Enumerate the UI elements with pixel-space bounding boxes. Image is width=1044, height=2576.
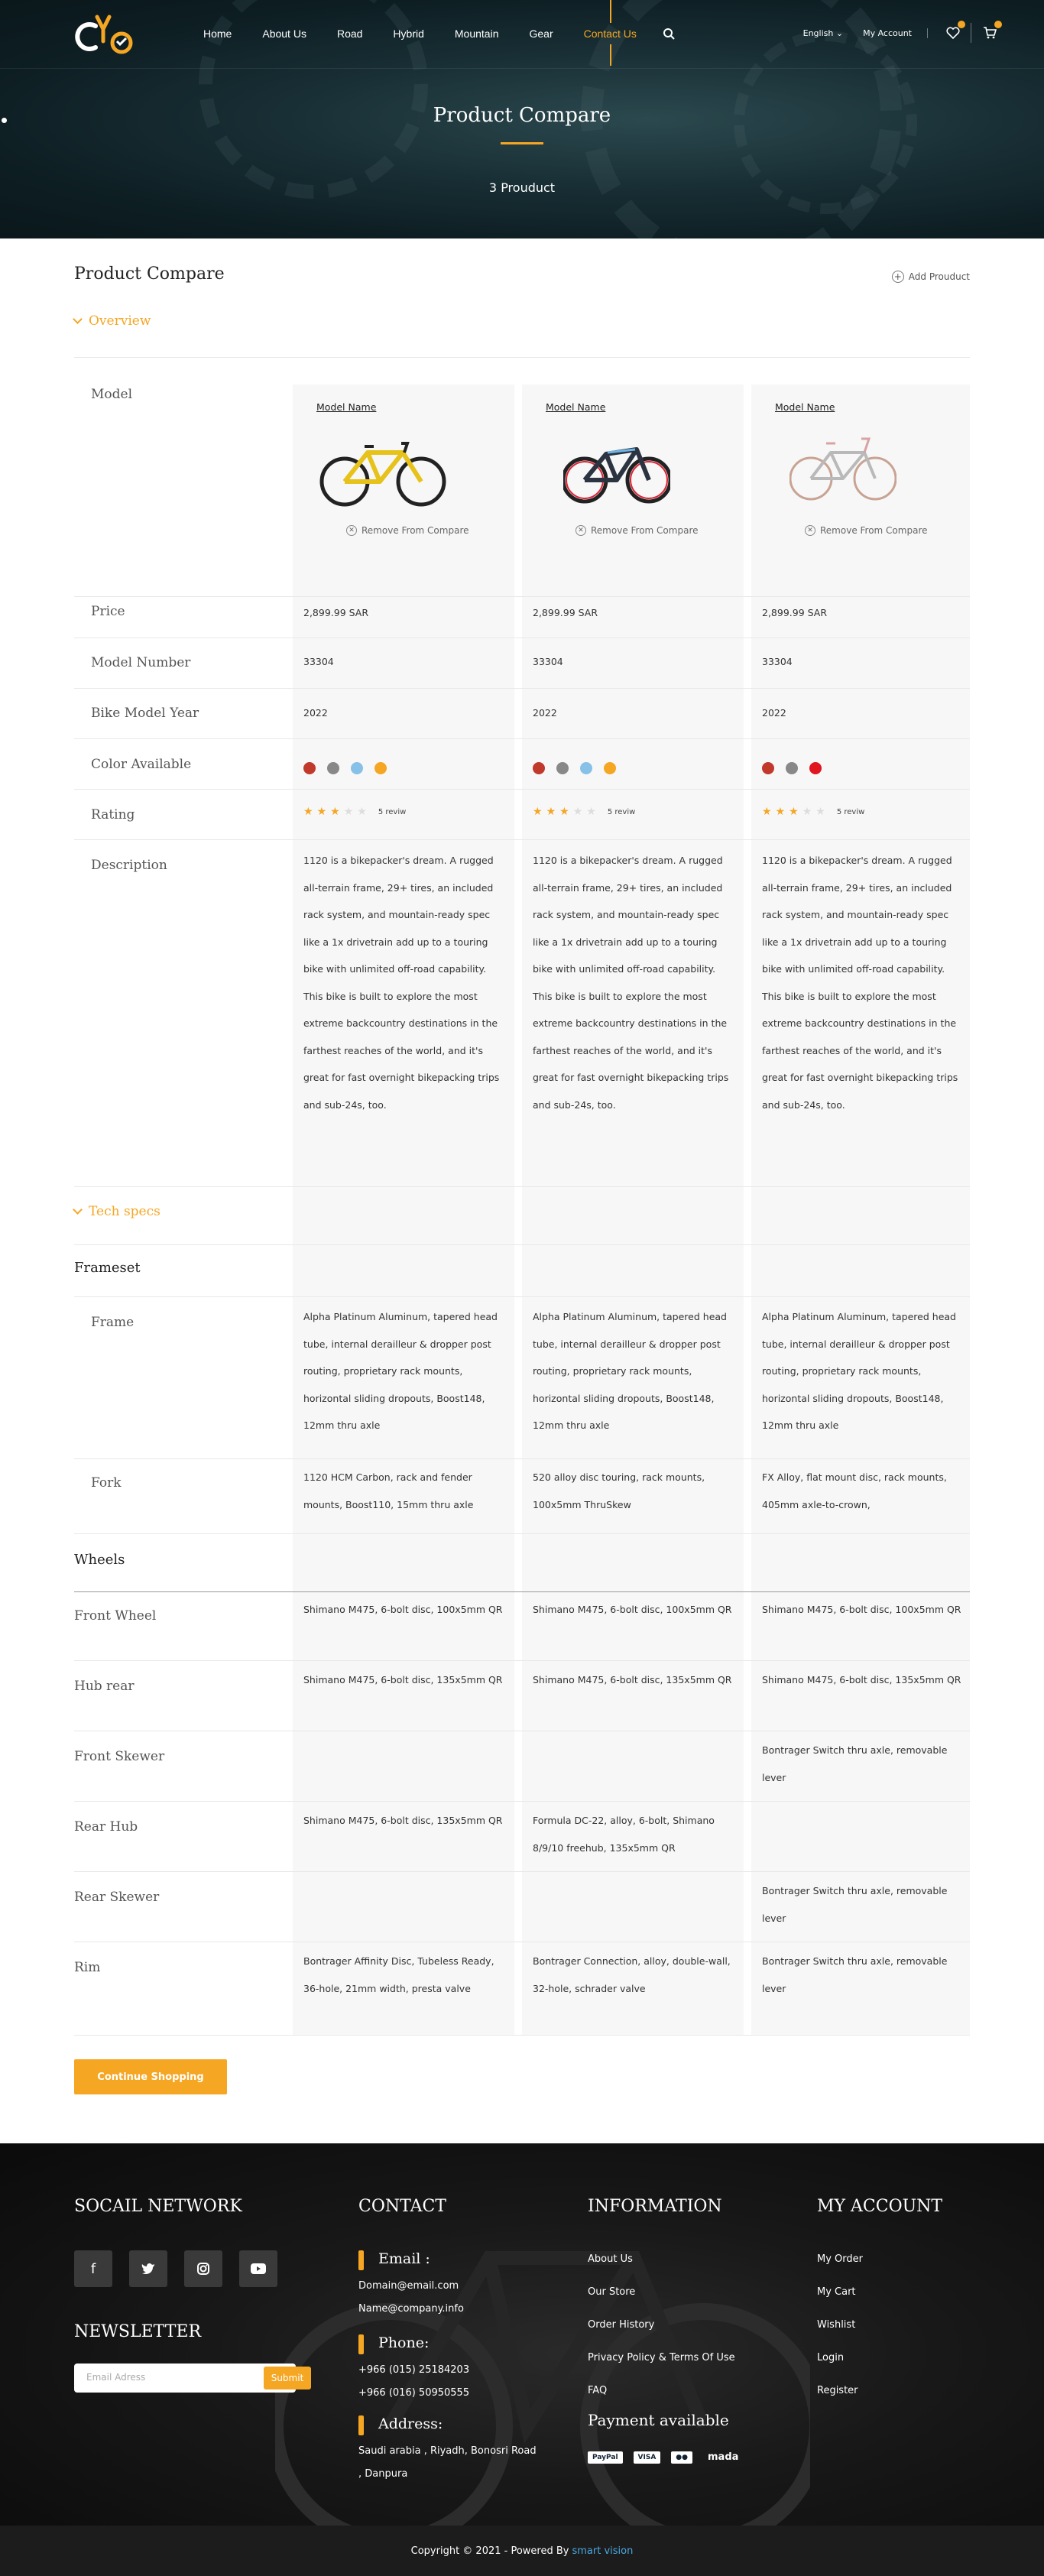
- wheels-heading: Wheels: [74, 1552, 125, 1568]
- product-2-color-swatches: [533, 762, 616, 774]
- product-3-rear-skewer: Bontrager Switch thru axle, removable lever: [762, 1885, 948, 1924]
- powered-by-link[interactable]: smart vision: [572, 2545, 634, 2557]
- product-1-rim: Bontrager Affinity Disc, Tubeless Ready, 36-hole, 21mm width, presta valve: [303, 1955, 494, 1994]
- info-link-privacy[interactable]: Privacy Policy & Terms Of Use: [588, 2352, 735, 2363]
- mada-icon: mada: [708, 2451, 739, 2463]
- cart-badge: [994, 21, 1002, 28]
- hero-title: Product Compare: [433, 104, 611, 127]
- row-label-model-number: Model Number: [91, 655, 191, 670]
- row-label-rear-skewer: Rear Skewer: [74, 1890, 160, 1905]
- address-text: Saudi arabia , Riyadh, Bonosri Road , Danpura: [358, 2445, 537, 2480]
- tech-specs-toggle[interactable]: Tech specs: [74, 1204, 160, 1219]
- star-icon: ★: [316, 806, 327, 818]
- product-1-hub-rear: Shimano M475, 6-bolt disc, 135x5mm QR: [303, 1674, 503, 1685]
- product-3-front-wheel: Shimano M475, 6-bolt disc, 100x5mm QR: [762, 1604, 961, 1615]
- phone-2[interactable]: +966 (016) 50950555: [358, 2387, 470, 2399]
- nav-gear[interactable]: Gear: [529, 28, 553, 40]
- star-icon: ★: [586, 806, 596, 818]
- row-label-rim: Rim: [74, 1960, 101, 1975]
- language-selector[interactable]: English ⌄: [802, 28, 844, 38]
- newsletter-email-input[interactable]: Email Adress: [86, 2372, 146, 2383]
- chevron-down-icon: [73, 1205, 83, 1215]
- cart-icon: [983, 27, 997, 39]
- close-icon: ✕: [346, 525, 357, 536]
- newsletter-form: [74, 2363, 304, 2393]
- row-label-rear-hub: Rear Hub: [74, 1819, 138, 1835]
- address-label: Address:: [358, 2415, 443, 2432]
- product-1-model-name[interactable]: Model Name: [316, 401, 377, 413]
- product-1-front-wheel: Shimano M475, 6-bolt disc, 100x5mm QR: [303, 1604, 503, 1615]
- product-3-year: 2022: [762, 707, 786, 719]
- star-icon: ★: [775, 806, 786, 818]
- row-label-front-skewer: Front Skewer: [74, 1749, 165, 1764]
- product-2-rim: Bontrager Connection, alloy, double-wall, 32-hole, schrader valve: [533, 1955, 731, 1994]
- product-3-front-skewer: Bontrager Switch thru axle, removable lever: [762, 1744, 948, 1783]
- account-link-orders[interactable]: My Order: [817, 2253, 863, 2265]
- star-icon: ★: [546, 806, 556, 818]
- color-swatch[interactable]: [533, 762, 545, 774]
- product-3-hub-rear: Shimano M475, 6-bolt disc, 135x5mm QR: [762, 1674, 961, 1685]
- social-network-title: SOCAIL NETWORK: [74, 2197, 242, 2216]
- product-2-rear-hub: Formula DC-22, alloy, 6-bolt, Shimano 8/9/10 freehub, 135x5mm QR: [533, 1815, 715, 1854]
- email-1[interactable]: Domain@email.com: [358, 2280, 459, 2292]
- overview-toggle[interactable]: Overview: [74, 313, 151, 329]
- product-1-year: 2022: [303, 707, 328, 719]
- facebook-icon[interactable]: f: [74, 2250, 112, 2287]
- product-2-fork: 520 alloy disc touring, rack mounts, 100x5mm ThruSkew: [533, 1471, 705, 1510]
- frameset-heading: Frameset: [74, 1260, 141, 1276]
- color-swatch[interactable]: [580, 762, 592, 774]
- info-link-about[interactable]: About Us: [588, 2253, 633, 2265]
- product-3-bike-image: [789, 427, 896, 509]
- row-label-model-year: Bike Model Year: [91, 706, 199, 721]
- product-2-rating: [533, 806, 635, 818]
- product-2-price: 2,899.99 SAR: [533, 607, 598, 618]
- hero-banner: [0, 0, 1044, 238]
- nav-hybrid[interactable]: Hybrid: [393, 28, 424, 40]
- footer: [0, 2143, 1044, 2526]
- info-link-order-history[interactable]: Order History: [588, 2319, 655, 2331]
- product-3-rating: [762, 806, 864, 818]
- plus-icon: +: [892, 271, 904, 283]
- product-2-description: 1120 is a bikepacker's dream. A rugged all-terrain frame, 29+ tires, an included rack system, and mountain-ready spec like a 1x drivetrain add up to a touring bike with unlimited off-road capability. This bike is built to explore the most extreme backcountry destinations in the farthest reaches of the world, and it's great for fast overnight bikepacking trips and sub-24s, too.: [533, 855, 729, 1111]
- star-icon: ★: [357, 806, 367, 818]
- search-icon[interactable]: [663, 28, 675, 43]
- hero-subtitle: 3 Prouduct: [488, 180, 556, 195]
- add-product-button[interactable]: + Add Prouduct: [892, 271, 970, 283]
- product-3-frame: Alpha Platinum Aluminum, tapered head tube, internal derailleur & dropper post routing, proprietary rack mounts, horizontal sliding dropouts, Boost148, 12mm thru axle: [762, 1311, 956, 1431]
- payment-title: Payment available: [588, 2411, 729, 2429]
- heart-icon: [946, 27, 960, 39]
- product-3-remove-button[interactable]: ✕ Remove From Compare: [805, 525, 928, 536]
- product-2-model-number: 33304: [533, 656, 563, 667]
- star-icon: ★: [343, 806, 354, 818]
- email-2[interactable]: Name@company.info: [358, 2303, 464, 2315]
- contact-title: CONTACT: [358, 2197, 446, 2216]
- cart-button[interactable]: [981, 24, 998, 41]
- row-label-price: Price: [91, 604, 125, 619]
- row-label-fork: Fork: [91, 1475, 122, 1491]
- product-2-remove-button[interactable]: ✕ Remove From Compare: [575, 525, 699, 536]
- account-link-wishlist[interactable]: Wishlist: [817, 2319, 856, 2331]
- chevron-down-icon: ⌄: [835, 28, 844, 38]
- product-1-rear-hub: Shimano M475, 6-bolt disc, 135x5mm QR: [303, 1815, 503, 1826]
- my-account-title: MY ACCOUNT: [817, 2197, 943, 2216]
- payment-methods: [588, 2449, 743, 2465]
- product-3-model-number: 33304: [762, 656, 793, 667]
- copyright-text: Copyright © 2021 - Powered By: [410, 2545, 569, 2557]
- product-1-fork: 1120 HCM Carbon, rack and fender mounts, Boost110, 15mm thru axle: [303, 1471, 474, 1510]
- mastercard-icon: ●●: [671, 2451, 692, 2464]
- row-label-rating: Rating: [91, 807, 135, 822]
- color-swatch[interactable]: [762, 762, 774, 774]
- product-column-1: [293, 384, 514, 2036]
- newsletter-title: NEWSLETTER: [74, 2322, 202, 2341]
- color-swatch[interactable]: [556, 762, 569, 774]
- product-2-front-wheel: Shimano M475, 6-bolt disc, 100x5mm QR: [533, 1604, 732, 1615]
- star-icon: ★: [533, 806, 543, 818]
- paypal-icon: PayPal: [588, 2451, 623, 2464]
- main-menu: [203, 28, 675, 43]
- copyright-bar: [0, 2526, 1044, 2576]
- information-title: INFORMATION: [588, 2197, 722, 2216]
- product-column-2: [522, 384, 744, 2036]
- product-1-remove-button[interactable]: ✕ Remove From Compare: [346, 525, 469, 536]
- nav-mountain[interactable]: Mountain: [454, 28, 499, 40]
- review-count[interactable]: 5 reviw: [836, 807, 865, 816]
- star-icon: ★: [572, 806, 583, 818]
- visa-icon: VISA: [634, 2451, 661, 2464]
- product-1-price: 2,899.99 SAR: [303, 607, 369, 618]
- product-3-price: 2,899.99 SAR: [762, 607, 828, 618]
- hero-underline: [501, 142, 543, 144]
- color-swatch[interactable]: [374, 762, 387, 774]
- product-2-year: 2022: [533, 707, 557, 719]
- star-icon: ★: [815, 806, 825, 818]
- compare-title: Product Compare: [74, 264, 225, 284]
- brand-logo[interactable]: [74, 11, 143, 57]
- star-icon: ★: [330, 806, 340, 818]
- account-link-cart[interactable]: My Cart: [817, 2286, 856, 2298]
- product-3-description: 1120 is a bikepacker's dream. A rugged all-terrain frame, 29+ tires, an included rack system, and mountain-ready spec like a 1x drivetrain add up to a touring bike with unlimited off-road capability. This bike is built to explore the most extreme backcountry destinations in the farthest reaches of the world, and it's great for fast overnight bikepacking trips and sub-24s, too.: [762, 855, 958, 1111]
- row-label-front-wheel: Front Wheel: [74, 1608, 157, 1624]
- star-icon: ★: [802, 806, 812, 818]
- color-swatch[interactable]: [351, 762, 363, 774]
- row-label-description: Description: [91, 858, 167, 873]
- color-swatch[interactable]: [303, 762, 316, 774]
- email-label: Email :: [358, 2250, 430, 2267]
- product-1-rating: [303, 806, 406, 818]
- product-1-frame: Alpha Platinum Aluminum, tapered head tube, internal derailleur & dropper post routing, proprietary rack mounts, horizontal sliding dropouts, Boost148, 12mm thru axle: [303, 1311, 498, 1431]
- info-link-store[interactable]: Our Store: [588, 2286, 636, 2298]
- product-2-frame: Alpha Platinum Aluminum, tapered head tube, internal derailleur & dropper post routing, proprietary rack mounts, horizontal sliding dropouts, Boost148, 12mm thru axle: [533, 1311, 727, 1431]
- review-count[interactable]: 5 reviw: [607, 807, 636, 816]
- chevron-down-icon: [73, 314, 83, 324]
- social-links: [74, 2250, 277, 2287]
- row-label-model: Model: [91, 387, 133, 402]
- star-icon: ★: [559, 806, 569, 818]
- color-swatch[interactable]: [786, 762, 798, 774]
- account-link-login[interactable]: Login: [817, 2352, 845, 2363]
- product-1-model-number: 33304: [303, 656, 334, 667]
- product-1-bike-image: [319, 427, 447, 509]
- wishlist-button[interactable]: [945, 24, 961, 41]
- product-3-color-swatches: [762, 762, 822, 774]
- instagram-icon[interactable]: [184, 2250, 222, 2287]
- wishlist-badge: [958, 21, 965, 28]
- close-icon: ✕: [805, 525, 815, 536]
- color-swatch[interactable]: [604, 762, 616, 774]
- info-link-faq[interactable]: FAQ: [588, 2385, 608, 2396]
- color-swatch[interactable]: [809, 762, 822, 774]
- nav-utilities: [803, 24, 998, 41]
- row-label-color: Color Available: [91, 757, 192, 772]
- nav-road[interactable]: Road: [336, 28, 363, 40]
- phone-label: Phone:: [358, 2334, 429, 2351]
- product-1-description: 1120 is a bikepacker's dream. A rugged all-terrain frame, 29+ tires, an included rack system, and mountain-ready spec like a 1x drivetrain add up to a touring bike with unlimited off-road capability. This bike is built to explore the most extreme backcountry destinations in the farthest reaches of the world, and it's great for fast overnight bikepacking trips and sub-24s, too.: [303, 855, 500, 1111]
- row-label-frame: Frame: [91, 1315, 135, 1330]
- color-swatch[interactable]: [327, 762, 339, 774]
- product-2-model-name[interactable]: Model Name: [546, 401, 606, 413]
- review-count[interactable]: 5 reviw: [378, 807, 407, 816]
- phone-1[interactable]: +966 (015) 25184203: [358, 2364, 470, 2376]
- twitter-icon[interactable]: [129, 2250, 167, 2287]
- star-icon: ★: [762, 806, 772, 818]
- product-3-model-name[interactable]: Model Name: [775, 401, 835, 413]
- continue-shopping-button[interactable]: Continue Shopping: [74, 2059, 227, 2094]
- nav-home[interactable]: Home: [203, 28, 232, 40]
- compare-section: [74, 238, 970, 2143]
- row-label-hub-rear: Hub rear: [74, 1679, 135, 1694]
- close-icon: ✕: [575, 525, 586, 536]
- my-account-link[interactable]: My Account: [863, 28, 928, 38]
- account-link-register[interactable]: Register: [817, 2385, 858, 2396]
- star-icon: ★: [789, 806, 799, 818]
- product-1-color-swatches: [303, 762, 387, 774]
- youtube-icon[interactable]: [239, 2250, 277, 2287]
- nav-about-us[interactable]: About Us: [262, 28, 306, 40]
- product-2-bike-image: [563, 427, 670, 509]
- product-3-fork: FX Alloy, flat mount disc, rack mounts, 405mm axle-to-crown,: [762, 1471, 947, 1510]
- product-3-rim: Bontrager Switch thru axle, removable lever: [762, 1955, 948, 1994]
- top-navbar: [0, 0, 1044, 69]
- nav-contact-us[interactable]: Contact Us: [584, 28, 637, 43]
- product-2-hub-rear: Shimano M475, 6-bolt disc, 135x5mm QR: [533, 1674, 732, 1685]
- star-icon: ★: [303, 806, 313, 818]
- newsletter-submit-button[interactable]: Submit: [264, 2367, 311, 2389]
